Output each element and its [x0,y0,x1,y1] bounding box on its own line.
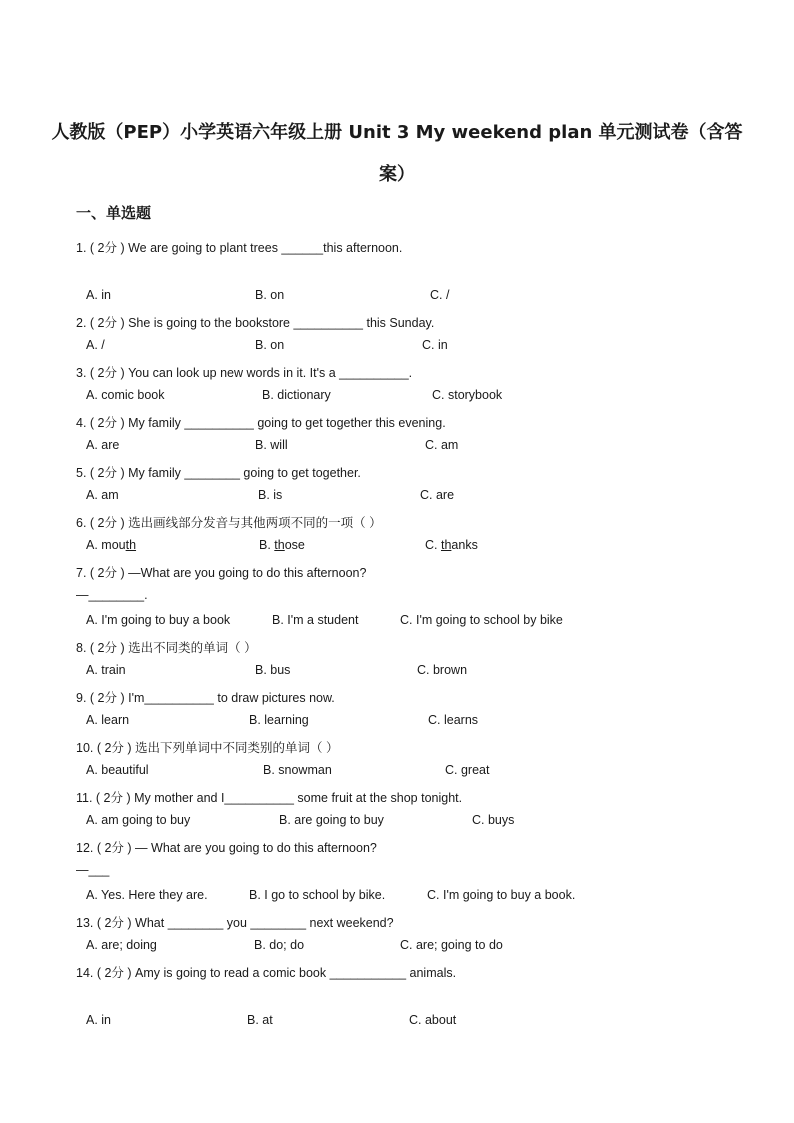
q12-option-a[interactable]: A. Yes. Here they are. [86,888,208,902]
question-4: 4. ( 2分 ) My family __________ going to get together this evening. [76,416,446,430]
q1-option-b[interactable]: B. on [255,288,285,302]
q14-option-b[interactable]: B. at [247,1013,273,1027]
q12-answer-line: —___ [76,863,110,877]
q6-option-c[interactable] [425,538,478,552]
option-text: B. [259,538,275,552]
q1-option-a[interactable]: A. in [86,288,112,302]
q10-option-a[interactable]: A. beautiful [86,763,149,777]
section-heading: 一、单选题 [76,204,152,222]
underlined-sound: th [440,538,452,552]
q5-option-c[interactable]: C. are [420,488,455,502]
question-5: 5. ( 2分 ) My family ________ going to get together. [76,466,361,480]
q8-option-c[interactable]: C. brown [417,663,468,677]
q10-option-b[interactable]: B. snowman [263,763,332,777]
q11-option-c[interactable]: C. buys [472,813,515,827]
question-6: 6. ( 2分 ) 选出画线部分发音与其他两项不同的一项（ ） [76,516,382,530]
question-8: 8. ( 2分 ) 选出不同类的单词（ ） [76,641,257,655]
question-11: 11. ( 2分 ) My mother and I__________ some fruit at the shop tonight. [76,791,463,805]
q5-option-b[interactable]: B. is [258,488,283,502]
q10-option-c[interactable]: C. great [445,763,490,777]
question-13: 13. ( 2分 ) What ________ you ________ next weekend? [76,916,394,930]
q9-option-b[interactable]: B. learning [249,713,309,727]
question-2: 2. ( 2分 ) She is going to the bookstore __________ this Sunday. [76,316,435,330]
q4-option-a[interactable]: A. are [86,438,120,452]
q7-option-c[interactable]: C. I'm going to school by bike [400,613,563,627]
option-text-rest: ose [284,538,305,552]
q5-option-a[interactable]: A. am [86,488,119,502]
q12-option-b[interactable]: B. I go to school by bike. [249,888,386,902]
q6-option-b[interactable] [259,538,305,552]
q8-option-a[interactable]: A. train [86,663,126,677]
q3-option-b[interactable]: B. dictionary [262,388,331,402]
q9-option-a[interactable]: A. learn [86,713,130,727]
q7-option-a[interactable]: A. I'm going to buy a book [86,613,231,627]
q2-option-b[interactable]: B. on [255,338,285,352]
q4-option-b[interactable]: B. will [255,438,288,452]
option-text: C. [425,538,441,552]
question-9: 9. ( 2分 ) I'm__________ to draw pictures now. [76,691,335,705]
option-text-rest: anks [451,538,478,552]
q13-option-a[interactable]: A. are; doing [86,938,157,952]
underlined-sound: th [125,538,137,552]
q11-option-b[interactable]: B. are going to buy [279,813,384,827]
question-7: 7. ( 2分 ) —What are you going to do this afternoon? [76,566,367,580]
q2-option-a[interactable]: A. / [86,338,105,352]
q14-option-c[interactable]: C. about [409,1013,457,1027]
q8-option-b[interactable]: B. bus [255,663,291,677]
q7-option-b[interactable]: B. I'm a student [272,613,359,627]
q3-option-c[interactable]: C. storybook [432,388,503,402]
question-14: 14. ( 2分 ) Amy is going to read a comic book ___________ animals. [76,966,457,980]
q7-answer-line: —________. [76,588,148,602]
page-title-continued: 案） [379,164,415,185]
q13-option-c[interactable]: C. are; going to do [400,938,503,952]
q14-option-a[interactable]: A. in [86,1013,112,1027]
question-3: 3. ( 2分 ) You can look up new words in it. It's a __________. [76,366,413,380]
q9-option-c[interactable]: C. learns [428,713,479,727]
q3-option-a[interactable]: A. comic book [86,388,165,402]
q6-option-a[interactable] [86,538,136,552]
question-1: 1. ( 2分 ) We are going to plant trees ______this afternoon. [76,241,403,255]
q4-option-c[interactable]: C. am [425,438,459,452]
question-10: 10. ( 2分 ) 选出下列单词中不同类别的单词（ ） [76,741,339,755]
q2-option-c[interactable]: C. in [422,338,448,352]
q11-option-a[interactable]: A. am going to buy [86,813,191,827]
q12-option-c[interactable]: C. I'm going to buy a book. [427,888,576,902]
option-text: A. mou [86,538,126,552]
q1-option-c[interactable]: C. / [430,288,450,302]
q13-option-b[interactable]: B. do; do [254,938,305,952]
underlined-sound: th [274,538,285,552]
page-title: 人教版（PEP）小学英语六年级上册 Unit 3 My weekend plan 单元测试卷（含答 [51,122,743,143]
question-12: 12. ( 2分 ) — What are you going to do this afternoon? [76,841,377,855]
